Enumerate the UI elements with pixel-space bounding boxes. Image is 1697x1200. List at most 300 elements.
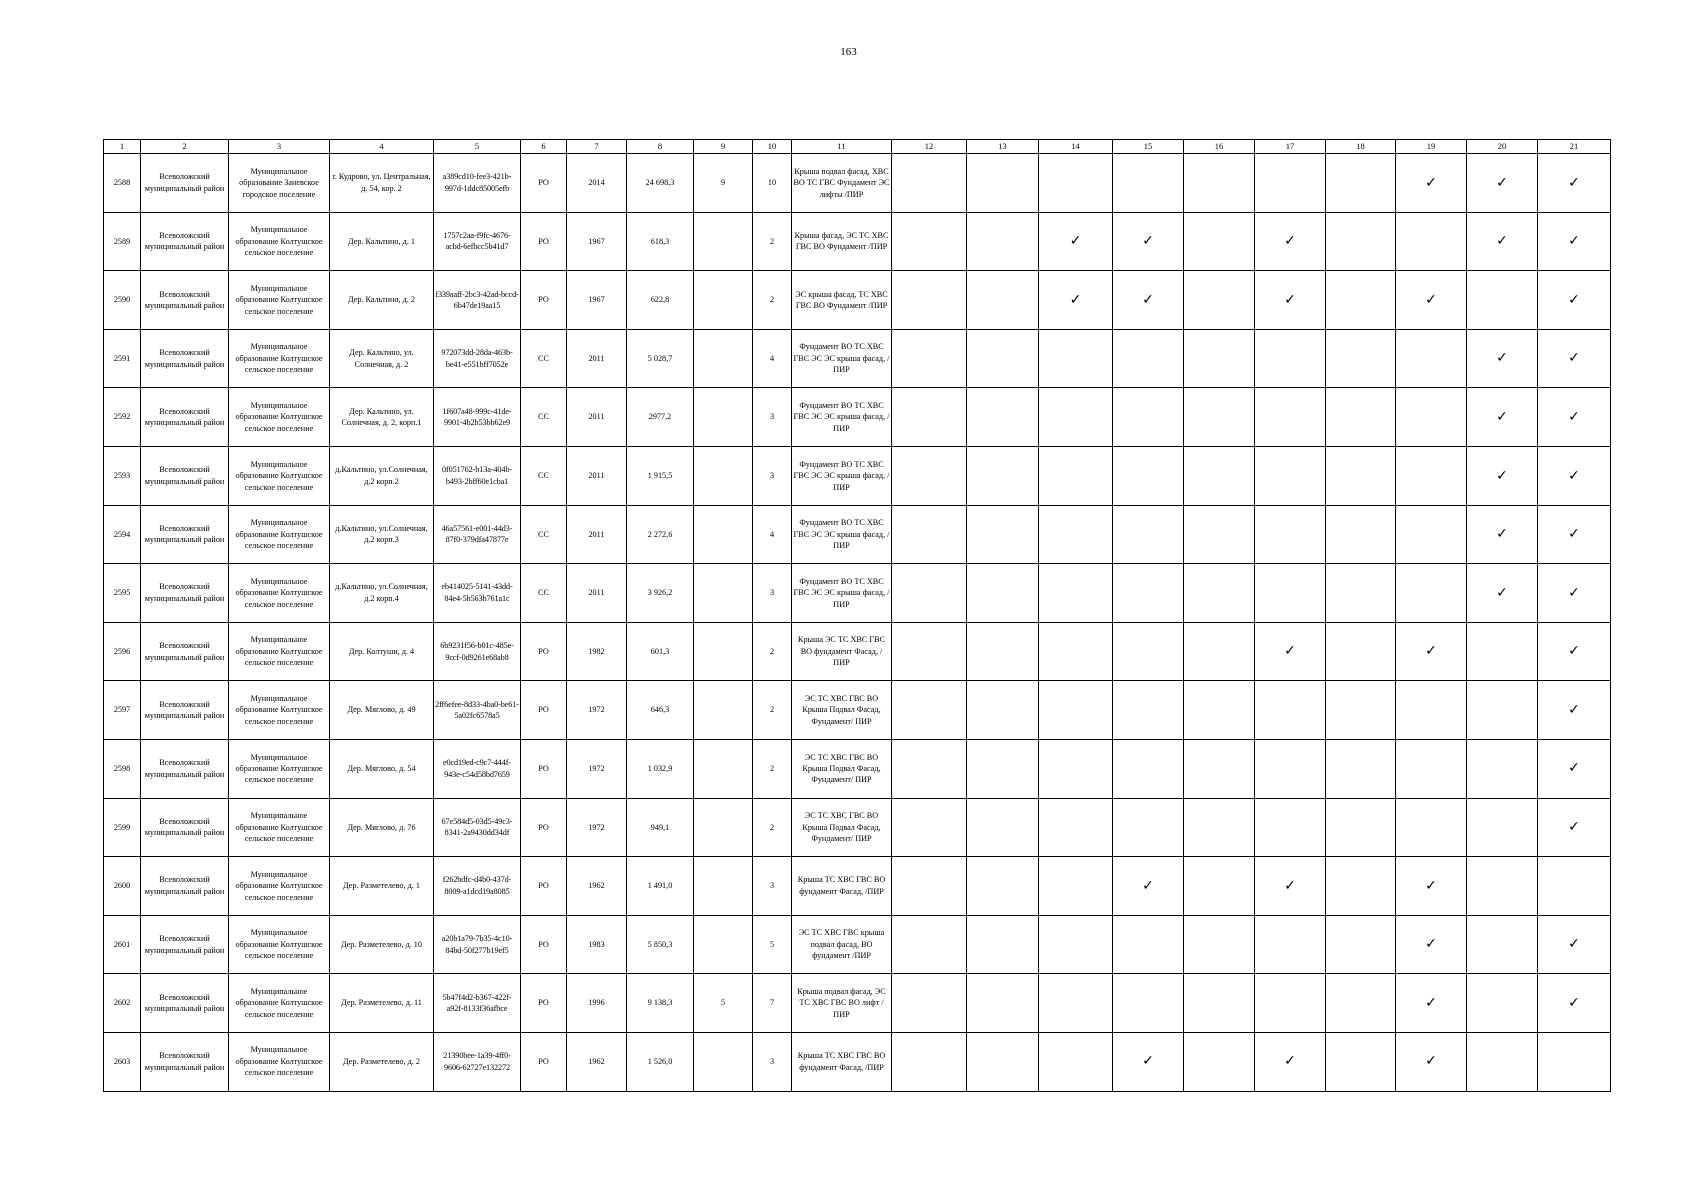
check-cell-14 [1039, 388, 1113, 447]
year-cell: 1962 [567, 1032, 627, 1091]
check-cell-17 [1255, 739, 1326, 798]
check-cell-21 [1538, 154, 1611, 213]
check-cell-15 [1113, 564, 1184, 623]
works-list-cell: Фундамент ВО ТС ХВС ГВС ЭС ЭС крыша фасад, /ПИР [792, 388, 892, 447]
municipality-cell: Муниципальное образование Колтушское сельское поселение [229, 798, 330, 857]
building-uid-cell: f262bdfc-d4b0-437d-8009-a1dcd19a8085 [434, 857, 521, 916]
check-cell-17 [1255, 388, 1326, 447]
year-cell: 2011 [567, 446, 627, 505]
building-uid-cell: 5b47f4d2-b367-422f-a92f-8133f36afbce [434, 974, 521, 1033]
check-cell-19 [1396, 1032, 1467, 1091]
year-cell: 1967 [567, 212, 627, 271]
check-cell-18 [1326, 798, 1396, 857]
year-cell: 1962 [567, 857, 627, 916]
area-cell: 9 138,3 [627, 974, 694, 1033]
check-cell-12 [892, 622, 967, 681]
check-cell-13 [967, 681, 1039, 740]
address-cell: Дер. Разметелево, д. 11 [330, 974, 434, 1033]
address-cell: д.Кальтино, ул.Солнечная, д.2 корп.3 [330, 505, 434, 564]
district-cell: Всеволожский муниципальный район [141, 681, 229, 740]
works-list-cell: Крыша ЭС ТС ХВС ГВС ВО фундамент Фасад, /ПИР [792, 622, 892, 681]
check-cell-20 [1467, 388, 1538, 447]
check-cell-19 [1396, 564, 1467, 623]
area-cell: 3 926,2 [627, 564, 694, 623]
check-cell-19 [1396, 798, 1467, 857]
column-10-cell: 3 [753, 446, 792, 505]
checkmark-icon: ✓ [1496, 526, 1508, 543]
check-cell-15 [1113, 329, 1184, 388]
check-cell-14 [1039, 681, 1113, 740]
checkmark-icon: ✓ [1284, 877, 1296, 894]
year-cell: 2014 [567, 154, 627, 213]
row-number: 2589 [104, 212, 141, 271]
table-row [104, 505, 1611, 564]
check-cell-14 [1039, 446, 1113, 505]
area-cell: 1 915,5 [627, 446, 694, 505]
check-cell-15 [1113, 798, 1184, 857]
check-cell-13 [967, 505, 1039, 564]
check-cell-15 [1113, 915, 1184, 974]
check-cell-12 [892, 974, 967, 1033]
row-number: 2602 [104, 974, 141, 1033]
building-uid-cell: a389cd10-fee3-421b-997d-1ddc85005efb [434, 154, 521, 213]
check-cell-17 [1255, 857, 1326, 916]
checkmark-icon: ✓ [1284, 643, 1296, 660]
checkmark-icon: ✓ [1568, 819, 1580, 836]
year-cell: 2011 [567, 329, 627, 388]
checkmark-icon: ✓ [1568, 174, 1580, 191]
year-cell: 1972 [567, 681, 627, 740]
works-list-cell: Крыша фасад, ЭС ТС ХВС ГВС ВО Фундамент /ПИР [792, 212, 892, 271]
building-uid-cell: eb414025-5141-43dd-84e4-5b563b761a1c [434, 564, 521, 623]
fund-type-cell: СС [521, 446, 567, 505]
column-number-1: 1 [104, 140, 141, 154]
check-cell-12 [892, 1032, 967, 1091]
check-cell-20 [1467, 154, 1538, 213]
checkmark-icon: ✓ [1425, 877, 1437, 894]
check-cell-15 [1113, 505, 1184, 564]
check-cell-12 [892, 915, 967, 974]
column-9-cell: 9 [694, 154, 753, 213]
check-cell-16 [1184, 505, 1255, 564]
check-cell-18 [1326, 564, 1396, 623]
district-cell: Всеволожский муниципальный район [141, 857, 229, 916]
check-cell-20 [1467, 857, 1538, 916]
row-number: 2599 [104, 798, 141, 857]
checkmark-icon: ✓ [1496, 408, 1508, 425]
check-cell-15 [1113, 739, 1184, 798]
column-number-14: 14 [1039, 140, 1113, 154]
column-10-cell: 10 [753, 154, 792, 213]
area-cell: 601,3 [627, 622, 694, 681]
address-cell: Дер. Кальтино, ул. Солнечная, д. 2 [330, 329, 434, 388]
district-cell: Всеволожский муниципальный район [141, 388, 229, 447]
row-number: 2596 [104, 622, 141, 681]
table-row [104, 1032, 1611, 1091]
column-number-5: 5 [434, 140, 521, 154]
check-cell-21 [1538, 564, 1611, 623]
check-cell-14 [1039, 329, 1113, 388]
works-list-cell: ЭС ТС ХВС ГВС ВО Крыша Подвал Фасад, Фундамент/ ПИР [792, 681, 892, 740]
check-cell-20 [1467, 212, 1538, 271]
works-list-cell: Крыша ТС ХВС ГВС ВО фундамент Фасад, /ПИР [792, 1032, 892, 1091]
check-cell-12 [892, 857, 967, 916]
check-cell-21 [1538, 974, 1611, 1033]
column-10-cell: 4 [753, 329, 792, 388]
column-9-cell [694, 622, 753, 681]
checkmark-icon: ✓ [1425, 174, 1437, 191]
row-number: 2603 [104, 1032, 141, 1091]
check-cell-17 [1255, 974, 1326, 1033]
check-cell-16 [1184, 798, 1255, 857]
address-cell: д.Кальтино, ул.Солнечная, д.2 корп.4 [330, 564, 434, 623]
checkmark-icon: ✓ [1284, 291, 1296, 308]
checkmark-icon: ✓ [1496, 350, 1508, 367]
column-10-cell: 7 [753, 974, 792, 1033]
column-9-cell [694, 798, 753, 857]
table-row [104, 154, 1611, 213]
area-cell: 2977,2 [627, 388, 694, 447]
check-cell-13 [967, 388, 1039, 447]
year-cell: 1982 [567, 622, 627, 681]
check-cell-21 [1538, 271, 1611, 330]
checkmark-icon: ✓ [1142, 877, 1154, 894]
column-number-19: 19 [1396, 140, 1467, 154]
check-cell-13 [967, 622, 1039, 681]
building-uid-cell: 46a57561-e001-44d3-87f0-379dfa47877e [434, 505, 521, 564]
column-number-10: 10 [753, 140, 792, 154]
municipality-cell: Муниципальное образование Колтушское сельское поселение [229, 681, 330, 740]
fund-type-cell: СС [521, 388, 567, 447]
check-cell-19 [1396, 154, 1467, 213]
address-cell: Дер. Колтуши, д. 4 [330, 622, 434, 681]
table-row [104, 798, 1611, 857]
fund-type-cell: РО [521, 1032, 567, 1091]
address-cell: Дер. Мяглово, д. 49 [330, 681, 434, 740]
column-10-cell: 3 [753, 564, 792, 623]
check-cell-12 [892, 329, 967, 388]
building-uid-cell: f339aaff-2bc3-42ad-bccd-6b47de19aa15 [434, 271, 521, 330]
checkmark-icon: ✓ [1284, 233, 1296, 250]
column-10-cell: 4 [753, 505, 792, 564]
fund-type-cell: СС [521, 329, 567, 388]
check-cell-14 [1039, 564, 1113, 623]
year-cell: 1972 [567, 798, 627, 857]
check-cell-17 [1255, 154, 1326, 213]
area-cell: 1 032,9 [627, 739, 694, 798]
check-cell-21 [1538, 505, 1611, 564]
column-9-cell: 5 [694, 974, 753, 1033]
check-cell-14 [1039, 974, 1113, 1033]
check-cell-15 [1113, 1032, 1184, 1091]
check-cell-16 [1184, 974, 1255, 1033]
check-cell-20 [1467, 505, 1538, 564]
check-cell-16 [1184, 271, 1255, 330]
check-cell-13 [967, 739, 1039, 798]
check-cell-21 [1538, 798, 1611, 857]
table-row [104, 974, 1611, 1033]
area-cell: 1 491,0 [627, 857, 694, 916]
district-cell: Всеволожский муниципальный район [141, 1032, 229, 1091]
table-row [104, 681, 1611, 740]
check-cell-21 [1538, 681, 1611, 740]
row-number: 2592 [104, 388, 141, 447]
column-9-cell [694, 388, 753, 447]
checkmark-icon: ✓ [1425, 643, 1437, 660]
address-cell: Дер. Мяглово, д. 76 [330, 798, 434, 857]
checkmark-icon: ✓ [1568, 643, 1580, 660]
year-cell: 1972 [567, 739, 627, 798]
check-cell-21 [1538, 739, 1611, 798]
check-cell-16 [1184, 915, 1255, 974]
area-cell: 1 526,0 [627, 1032, 694, 1091]
address-cell: Дер. Разметелево, д. 1 [330, 857, 434, 916]
check-cell-20 [1467, 974, 1538, 1033]
check-cell-18 [1326, 154, 1396, 213]
building-uid-cell: 67e584d5-03d5-49c3-8341-2a9430dd34df [434, 798, 521, 857]
check-cell-17 [1255, 212, 1326, 271]
checkmark-icon: ✓ [1568, 467, 1580, 484]
checkmark-icon: ✓ [1568, 291, 1580, 308]
row-number: 2601 [104, 915, 141, 974]
check-cell-14 [1039, 857, 1113, 916]
column-10-cell: 3 [753, 857, 792, 916]
municipality-cell: Муниципальное образование Колтушское сельское поселение [229, 329, 330, 388]
column-10-cell: 3 [753, 1032, 792, 1091]
area-cell: 622,8 [627, 271, 694, 330]
checkmark-icon: ✓ [1568, 994, 1580, 1011]
check-cell-12 [892, 739, 967, 798]
table-row [104, 739, 1611, 798]
area-cell: 618,3 [627, 212, 694, 271]
fund-type-cell: РО [521, 271, 567, 330]
column-number-18: 18 [1326, 140, 1396, 154]
check-cell-20 [1467, 681, 1538, 740]
works-list-cell: ЭС ТС ХВС ГВС крыша подвал фасад, ВО фундамент /ПИР [792, 915, 892, 974]
check-cell-12 [892, 446, 967, 505]
column-10-cell: 3 [753, 388, 792, 447]
check-cell-19 [1396, 212, 1467, 271]
column-number-12: 12 [892, 140, 967, 154]
column-9-cell [694, 1032, 753, 1091]
district-cell: Всеволожский муниципальный район [141, 564, 229, 623]
check-cell-17 [1255, 505, 1326, 564]
municipality-cell: Муниципальное образование Колтушское сельское поселение [229, 739, 330, 798]
district-cell: Всеволожский муниципальный район [141, 915, 229, 974]
check-cell-15 [1113, 212, 1184, 271]
works-list-cell: ЭС ТС ХВС ГВС ВО Крыша Подвал Фасад, Фундамент/ ПИР [792, 798, 892, 857]
checkmark-icon: ✓ [1496, 174, 1508, 191]
check-cell-20 [1467, 329, 1538, 388]
check-cell-16 [1184, 681, 1255, 740]
column-number-15: 15 [1113, 140, 1184, 154]
district-cell: Всеволожский муниципальный район [141, 505, 229, 564]
column-number-4: 4 [330, 140, 434, 154]
check-cell-13 [967, 564, 1039, 623]
fund-type-cell: РО [521, 212, 567, 271]
row-number: 2593 [104, 446, 141, 505]
column-number-7: 7 [567, 140, 627, 154]
check-cell-19 [1396, 857, 1467, 916]
works-list-cell: Фундамент ВО ТС ХВС ГВС ЭС ЭС крыша фасад, /ПИР [792, 505, 892, 564]
check-cell-15 [1113, 622, 1184, 681]
district-cell: Всеволожский муниципальный район [141, 271, 229, 330]
district-cell: Всеволожский муниципальный район [141, 622, 229, 681]
check-cell-16 [1184, 212, 1255, 271]
check-cell-13 [967, 446, 1039, 505]
check-cell-17 [1255, 681, 1326, 740]
column-number-3: 3 [229, 140, 330, 154]
checkmark-icon: ✓ [1568, 526, 1580, 543]
building-uid-cell: 21390bee-1a39-4ff0-9606-62727e132272 [434, 1032, 521, 1091]
table-body [104, 154, 1611, 1092]
row-number: 2591 [104, 329, 141, 388]
check-cell-16 [1184, 857, 1255, 916]
works-list-cell: Крыша подвал фасад, ЭС ТС ХВС ГВС ВО лифт /ПИР [792, 974, 892, 1033]
check-cell-12 [892, 271, 967, 330]
works-list-cell: ЭС крыша фасад, ТС ХВС ГВС ВО Фундамент /ПИР [792, 271, 892, 330]
fund-type-cell: РО [521, 154, 567, 213]
works-list-cell: Фундамент ВО ТС ХВС ГВС ЭС ЭС крыша фасад, /ПИР [792, 446, 892, 505]
fund-type-cell: РО [521, 915, 567, 974]
fund-type-cell: РО [521, 622, 567, 681]
area-cell: 646,3 [627, 681, 694, 740]
column-number-20: 20 [1467, 140, 1538, 154]
column-number-21: 21 [1538, 140, 1611, 154]
row-number: 2600 [104, 857, 141, 916]
check-cell-14 [1039, 1032, 1113, 1091]
area-cell: 2 272,6 [627, 505, 694, 564]
check-cell-17 [1255, 798, 1326, 857]
check-cell-15 [1113, 388, 1184, 447]
check-cell-20 [1467, 271, 1538, 330]
check-cell-13 [967, 329, 1039, 388]
row-number: 2597 [104, 681, 141, 740]
works-list-cell: Фундамент ВО ТС ХВС ГВС ЭС ЭС крыша фасад, /ПИР [792, 329, 892, 388]
check-cell-18 [1326, 915, 1396, 974]
check-cell-18 [1326, 681, 1396, 740]
checkmark-icon: ✓ [1425, 994, 1437, 1011]
year-cell: 1996 [567, 974, 627, 1033]
checkmark-icon: ✓ [1284, 1053, 1296, 1070]
area-cell: 24 698,3 [627, 154, 694, 213]
check-cell-19 [1396, 681, 1467, 740]
check-cell-20 [1467, 739, 1538, 798]
check-cell-21 [1538, 857, 1611, 916]
check-cell-16 [1184, 1032, 1255, 1091]
check-cell-13 [967, 271, 1039, 330]
year-cell: 2011 [567, 505, 627, 564]
check-cell-13 [967, 915, 1039, 974]
check-cell-16 [1184, 564, 1255, 623]
fund-type-cell: РО [521, 681, 567, 740]
address-cell: Дер. Мяглово, д. 54 [330, 739, 434, 798]
check-cell-18 [1326, 212, 1396, 271]
check-cell-18 [1326, 974, 1396, 1033]
check-cell-20 [1467, 915, 1538, 974]
checkmark-icon: ✓ [1496, 584, 1508, 601]
column-10-cell: 2 [753, 739, 792, 798]
check-cell-18 [1326, 622, 1396, 681]
column-9-cell [694, 564, 753, 623]
check-cell-21 [1538, 388, 1611, 447]
fund-type-cell: РО [521, 798, 567, 857]
table-row [104, 564, 1611, 623]
table-row [104, 915, 1611, 974]
checkmark-icon: ✓ [1568, 701, 1580, 718]
column-9-cell [694, 329, 753, 388]
column-10-cell: 2 [753, 798, 792, 857]
check-cell-16 [1184, 446, 1255, 505]
check-cell-20 [1467, 798, 1538, 857]
check-cell-17 [1255, 564, 1326, 623]
district-cell: Всеволожский муниципальный район [141, 446, 229, 505]
works-list-cell: Крыша подвал фасад, ХВС ВО ТС ГВС Фундамент ЭС лифты /ПИР [792, 154, 892, 213]
check-cell-19 [1396, 505, 1467, 564]
address-cell: Дер. Кальтино, д. 2 [330, 271, 434, 330]
checkmark-icon: ✓ [1496, 467, 1508, 484]
check-cell-13 [967, 1032, 1039, 1091]
column-number-17: 17 [1255, 140, 1326, 154]
check-cell-20 [1467, 622, 1538, 681]
column-9-cell [694, 212, 753, 271]
check-cell-20 [1467, 446, 1538, 505]
address-cell: г. Кудрово, ул. Центральная, д. 54, кор. 2 [330, 154, 434, 213]
check-cell-18 [1326, 446, 1396, 505]
fund-type-cell: СС [521, 505, 567, 564]
column-10-cell: 2 [753, 681, 792, 740]
check-cell-17 [1255, 446, 1326, 505]
address-cell: Дер. Разметелево, д. 10 [330, 915, 434, 974]
building-uid-cell: 972073dd-28da-463b-be41-e551bff7052e [434, 329, 521, 388]
check-cell-16 [1184, 154, 1255, 213]
year-cell: 1967 [567, 271, 627, 330]
check-cell-14 [1039, 739, 1113, 798]
column-number-row [104, 140, 1611, 154]
fund-type-cell: РО [521, 857, 567, 916]
building-uid-cell: e0cd19ed-c9c7-444f-943e-c54d58bd7659 [434, 739, 521, 798]
district-cell: Всеволожский муниципальный район [141, 212, 229, 271]
check-cell-15 [1113, 154, 1184, 213]
checkmark-icon: ✓ [1142, 233, 1154, 250]
column-9-cell [694, 739, 753, 798]
municipality-cell: Муниципальное образование Колтушское сельское поселение [229, 974, 330, 1033]
year-cell: 1983 [567, 915, 627, 974]
check-cell-14 [1039, 212, 1113, 271]
district-cell: Всеволожский муниципальный район [141, 739, 229, 798]
check-cell-14 [1039, 915, 1113, 974]
column-10-cell: 2 [753, 212, 792, 271]
check-cell-19 [1396, 329, 1467, 388]
check-cell-14 [1039, 622, 1113, 681]
checkmark-icon: ✓ [1425, 936, 1437, 953]
municipality-cell: Муниципальное образование Колтушское сельское поселение [229, 212, 330, 271]
check-cell-16 [1184, 739, 1255, 798]
table-row [104, 857, 1611, 916]
check-cell-21 [1538, 446, 1611, 505]
municipality-cell: Муниципальное образование Колтушское сельское поселение [229, 857, 330, 916]
check-cell-18 [1326, 505, 1396, 564]
checkmark-icon: ✓ [1069, 291, 1082, 308]
check-cell-14 [1039, 798, 1113, 857]
check-cell-20 [1467, 564, 1538, 623]
column-9-cell [694, 915, 753, 974]
building-uid-cell: 1f607a48-999c-41de-9901-4b2b53bb62e9 [434, 388, 521, 447]
check-cell-14 [1039, 505, 1113, 564]
checkmark-icon: ✓ [1142, 291, 1154, 308]
check-cell-21 [1538, 622, 1611, 681]
check-cell-12 [892, 564, 967, 623]
